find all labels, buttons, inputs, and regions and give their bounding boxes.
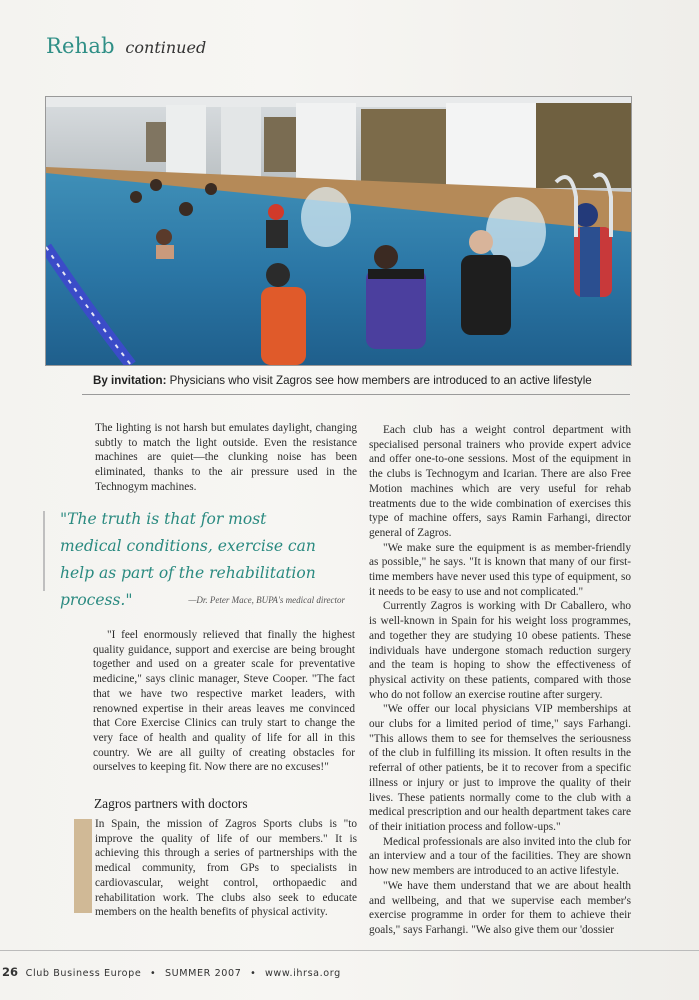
- left-column-bottom: [95, 817, 357, 920]
- pull-quote-bar: [43, 511, 45, 591]
- caption-divider: [82, 394, 630, 395]
- publication-name: Club Business Europe: [25, 968, 142, 979]
- pull-quote-attribution: —Dr. Peter Mace, BUPA's medical director: [188, 595, 345, 605]
- paragraph: In Spain, the mission of Zagros Sports clubs is "to improve the quality of life of our members." It is achieving this through a series of partnerships with the medical community, from GPs to specialists in cardiovascular, weight control, orthopaedic and rehabilitation work. The clubs also seek to educate members on the health benefits of physical activity.: [95, 818, 357, 919]
- right-column: [369, 423, 631, 938]
- caption-text: Physicians who visit Zagros see how members are introduced to an active lifestyle: [169, 374, 592, 387]
- bullet-separator: •: [150, 968, 157, 979]
- pull-quote: "The truth is that for most medical conditions, exercise can help as part of the rehabilitation process.": [60, 510, 316, 609]
- left-column-main: [93, 628, 355, 775]
- paragraph: Each club has a weight control department with specialised personal trainers who provide expert advice and offer one-to-one sessions. Most of the equipment in the clubs is Technogym and Icarian. There are also Free Motion machines which are very useful for rehab treatments due to the wide combination of exercises this type of machine offers, says Ramin Farhangi, director general of Zagros.: [369, 424, 631, 539]
- photo-caption: [93, 374, 613, 387]
- footer-divider: [0, 950, 699, 951]
- paragraph: Medical professionals are also invited into the club for an interview and a tour of the facilities. They are shown how new members are introduced to an active lifestyle.: [369, 835, 631, 878]
- pool-photo: [45, 96, 632, 366]
- paragraph: "We make sure the equipment is as member-friendly as possible," he says. "It is known that many of our first-time members have never used this type of equipment, so it needs to be easy to use and not complicated.": [369, 541, 631, 598]
- paragraph: The lighting is not harsh but emulates daylight, changing subtly to match the light outside. Even the resistance machines are quiet—the clunking noise has been eliminated, thanks to the air pressure used in the Technogym machines.: [95, 422, 357, 493]
- page-footer: [2, 965, 341, 979]
- paragraph: "I feel enormously relieved that finally the highest quality guidance, support and exercise are being brought together and used on a greater scale for preventative medicine," says clinic manager, Steve Cooper. "The fact that we have two respective market leaders, with renowned expertise in their areas leaves me convinced that Core Exercise Clinics can truly start to change the very face of health and quality of life for all in this country. We are all guilty of creating obstacles for ourselves to keeping fit. Now there are no excuses!": [93, 629, 355, 774]
- caption-lead: By invitation:: [93, 374, 167, 387]
- section-name: Rehab: [46, 34, 115, 58]
- section-title: [46, 34, 206, 58]
- website-url: www.ihrsa.org: [264, 968, 341, 979]
- drop-cap-bar: [74, 819, 92, 913]
- bullet-separator: •: [250, 968, 257, 979]
- paragraph: "We have them understand that we are about health and wellbeing, and that we supervise each member's exercise programme in order for them to achieve their goals," says Farhangi. "We also give them our 'dossier: [369, 879, 631, 936]
- pool-photo-illustration: [46, 97, 631, 365]
- paragraph: "We offer our local physicians VIP memberships at our clubs for a limited period of time," says Farhangi. "This allows them to see for themselves the seriousness of the club in fulfilling its mission. It often results in the referral of other patients, be it to recover from a specific illness or injury or just to improve the quality of their lives. These patients normally come to the club with a medical prescription and our health department takes care of their initiation process and follow-ups.": [369, 703, 631, 833]
- section-continued: continued: [125, 38, 207, 57]
- paragraph: Currently Zagros is working with Dr Caballero, who is well-known in Spain for his weight loss programmes, and together they are studying 10 obese patients. These individuals have undergone stomach reduction surgery and the team is hoping to show the effectiveness of physical activity on these patients, compared with those who do not follow an exercise routine after surgery.: [369, 600, 631, 701]
- page-number: 26: [2, 965, 19, 979]
- issue-date: SUMMER 2007: [164, 968, 242, 979]
- subheading: Zagros partners with doctors: [94, 796, 248, 811]
- left-column-intro: [95, 421, 357, 495]
